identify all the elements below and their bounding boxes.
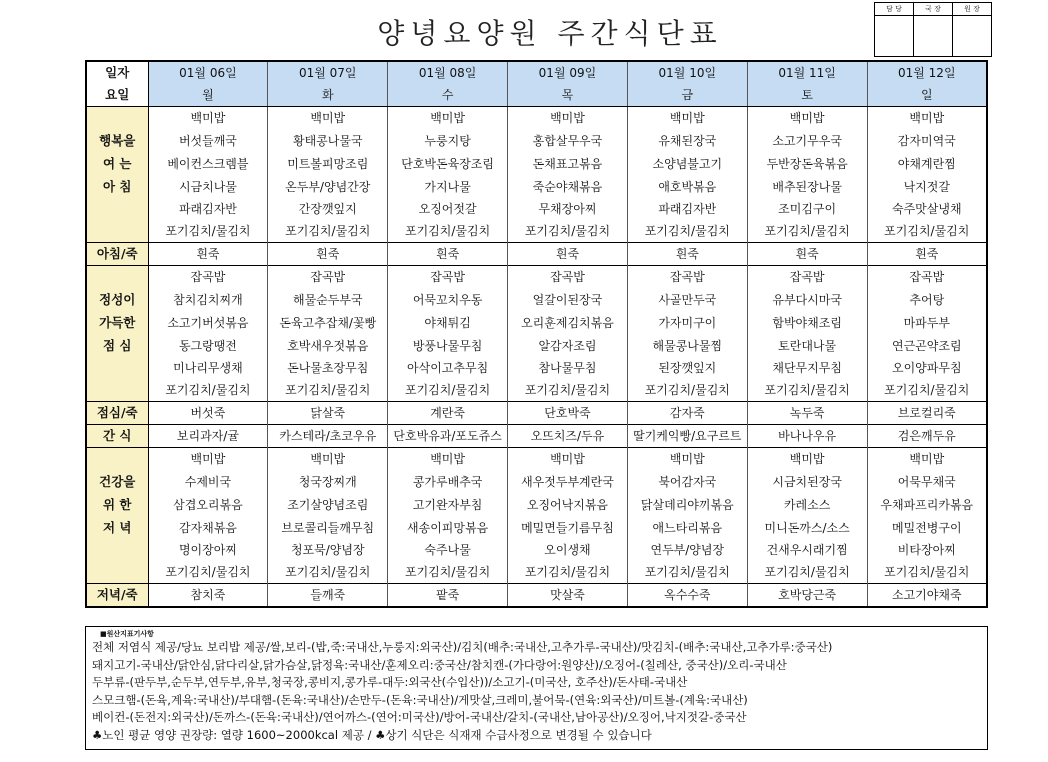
dinner-menu-item: 새우젓두부계란국: [508, 470, 628, 493]
breakfast-menu-item: 간장깻잎지: [268, 198, 388, 220]
dinner-label-blank: [86, 539, 148, 561]
snack-item: 단호박유과/포도쥬스: [388, 425, 508, 448]
breakfast-menu-item: 숙주맛살냉채: [867, 198, 987, 220]
dinner-menu-item: 연두부/양념장: [627, 539, 747, 561]
breakfast-porridge-item: 흰죽: [148, 243, 268, 266]
lunch-menu-item: 채단무지무침: [747, 357, 867, 379]
breakfast-porridge-item: 흰죽: [627, 243, 747, 266]
day-header: 금: [627, 84, 747, 107]
lunch-menu-item: 잡곡밥: [508, 266, 628, 289]
breakfast-menu-item: 누룽지탕: [388, 129, 508, 152]
lunch-label: 정성이: [86, 288, 148, 311]
approval-label: 국 장: [914, 3, 953, 16]
lunch-menu-item: 함박야채조림: [747, 311, 867, 334]
note-line: ♣노인 평균 영양 권장량: 열량 1600~2000kcal 제공 / ♣상기 식단은 식재재 수급사정으로 변경될 수 있습니다: [92, 727, 652, 742]
dinner-menu-item: 고기완자부침: [388, 493, 508, 516]
dinner-menu-item: 시금치된장국: [747, 470, 867, 493]
breakfast-menu-item: 포기김치/물김치: [867, 220, 987, 243]
lunch-menu-item: 잡곡밥: [747, 266, 867, 289]
date-header: 01월 10일: [627, 61, 747, 84]
lunch-menu-item: 돈육고추잡채/꽃빵: [268, 311, 388, 334]
lunch-menu-item: 포기김치/물김치: [148, 379, 268, 402]
breakfast-menu-item: 감자미역국: [867, 129, 987, 152]
lunch-menu-item: 포기김치/물김치: [747, 379, 867, 402]
breakfast-menu-item: 돈채표고볶음: [508, 152, 628, 175]
lunch-menu-item: 해물순두부국: [268, 288, 388, 311]
day-header: 수: [388, 84, 508, 107]
breakfast-menu-item: 백미밥: [388, 107, 508, 130]
dinner-menu-item: 백미밥: [268, 448, 388, 471]
breakfast-menu-item: 베이컨스크렘블: [148, 152, 268, 175]
breakfast-menu-item: 조미김구이: [747, 198, 867, 220]
date-header: 01월 09일: [508, 61, 628, 84]
dinner-menu-item: 포기김치/물김치: [627, 561, 747, 584]
lunch-menu-item: 어묵꼬치우동: [388, 288, 508, 311]
breakfast-porridge-item: 흰죽: [388, 243, 508, 266]
dinner-menu-item: 포기김치/물김치: [747, 561, 867, 584]
breakfast-menu-item: 황태콩나물국: [268, 129, 388, 152]
lunch-porridge-item: 단호박죽: [508, 402, 628, 425]
breakfast-menu-item: 야채계란찜: [867, 152, 987, 175]
day-header: 화: [268, 84, 388, 107]
breakfast-porridge-item: 흰죽: [747, 243, 867, 266]
lunch-label: 가득한: [86, 311, 148, 334]
breakfast-menu-item: 오징어젓갈: [388, 198, 508, 220]
snack-item: 바나나우유: [747, 425, 867, 448]
lunch-menu-item: 잡곡밥: [148, 266, 268, 289]
dinner-menu-item: 숙주나물: [388, 539, 508, 561]
breakfast-menu-item: 포기김치/물김치: [627, 220, 747, 243]
note-line: 돼지고기-국내산/닭안심,닭다리살,닭가슴살,닭정육:국내산/훈제오리:중국산/참치캔-(가다랑어:원양산)/오징어-(칠레산, 중국산)/오리-국내산: [92, 657, 787, 672]
dinner-menu-item: 메밀면들기름무침: [508, 516, 628, 539]
day-header: 목: [508, 84, 628, 107]
lunch-menu-item: 얼갈이된장국: [508, 288, 628, 311]
lunch-menu-item: 포기김치/물김치: [508, 379, 628, 402]
breakfast-label-blank: [86, 198, 148, 220]
snack-item: 딸기케익빵/요구르트: [627, 425, 747, 448]
breakfast-porridge-label: 아침/죽: [86, 243, 148, 266]
day-header: 일: [867, 84, 987, 107]
lunch-menu-item: 잡곡밥: [388, 266, 508, 289]
dinner-menu-item: 브로콜리들깨무침: [268, 516, 388, 539]
breakfast-label: 아 침: [86, 175, 148, 198]
lunch-menu-item: 유부다시마국: [747, 288, 867, 311]
breakfast-label-blank: [86, 220, 148, 243]
approval-sign-cell: [875, 16, 914, 57]
day-header: 토: [747, 84, 867, 107]
breakfast-menu-item: 소양념불고기: [627, 152, 747, 175]
dinner-porridge-item: 맛살죽: [508, 584, 628, 608]
snack-item: 보리과자/귤: [148, 425, 268, 448]
lunch-porridge-item: 닭살죽: [268, 402, 388, 425]
dinner-menu-item: 백미밥: [508, 448, 628, 471]
dinner-menu-item: 포기김치/물김치: [148, 561, 268, 584]
dinner-menu-item: 백미밥: [867, 448, 987, 471]
snack-item: 검은깨두유: [867, 425, 987, 448]
dinner-label: 건강을: [86, 470, 148, 493]
breakfast-menu-item: 백미밥: [508, 107, 628, 130]
dinner-menu-item: 어묵무채국: [867, 470, 987, 493]
lunch-menu-item: 잡곡밥: [867, 266, 987, 289]
dinner-menu-item: 포기김치/물김치: [508, 561, 628, 584]
note-line: 전체 저염식 제공/당뇨 보리밥 제공/쌀,보리-(밥,죽:국내산,누룽지:외국산)/김치(배추:국내산,고추가루-국내산)/맛김치-(배추:국내산,고추가루:중국산): [92, 640, 833, 654]
dinner-label-blank: [86, 561, 148, 584]
note-line: 베이컨-(돈전지:외국산)/돈까스-(돈육:국내산)/연어까스-(연어:미국산)/방어-국내산/갈치-(국내산,남아공산)/오징어,낙지젓갈-중국산: [92, 710, 747, 724]
dinner-porridge-label: 저녁/죽: [86, 584, 148, 608]
breakfast-menu-item: 백미밥: [268, 107, 388, 130]
breakfast-menu-item: 백미밥: [627, 107, 747, 130]
breakfast-menu-item: 포기김치/물김치: [148, 220, 268, 243]
breakfast-porridge-item: 흰죽: [508, 243, 628, 266]
page-title: 양녕요양원 주간식단표: [377, 17, 723, 50]
breakfast-menu-item: 버섯들깨국: [148, 129, 268, 152]
dinner-menu-item: 포기김치/물김치: [268, 561, 388, 584]
lunch-menu-item: 오리훈제김치볶음: [508, 311, 628, 334]
approval-box: [874, 2, 992, 57]
breakfast-menu-item: 포기김치/물김치: [388, 220, 508, 243]
approval-label: 원 장: [953, 3, 992, 16]
dinner-menu-item: 메밀전병구이: [867, 516, 987, 539]
dinner-porridge-item: 들깨죽: [268, 584, 388, 608]
lunch-menu-item: 포기김치/물김치: [627, 379, 747, 402]
date-header: 01월 11일: [747, 61, 867, 84]
breakfast-label: 행복을: [86, 129, 148, 152]
breakfast-menu-item: 홍합살무우국: [508, 129, 628, 152]
breakfast-menu-item: 유채된장국: [627, 129, 747, 152]
lunch-menu-item: 잡곡밥: [268, 266, 388, 289]
lunch-label-blank: [86, 266, 148, 289]
lunch-menu-item: 미나리무생채: [148, 357, 268, 379]
lunch-menu-item: 참치김치찌개: [148, 288, 268, 311]
dinner-menu-item: 포기김치/물김치: [388, 561, 508, 584]
lunch-porridge-item: 녹두죽: [747, 402, 867, 425]
breakfast-menu-item: 죽순야채볶음: [508, 175, 628, 198]
dinner-porridge-item: 옥수수죽: [627, 584, 747, 608]
approval-sign-cell: [953, 16, 992, 57]
breakfast-menu-item: 낙지젓갈: [867, 175, 987, 198]
dinner-menu-item: 우채파프리카볶음: [867, 493, 987, 516]
lunch-menu-item: 야채튀김: [388, 311, 508, 334]
notes-heading: ■원산지표기사항: [100, 630, 154, 638]
breakfast-porridge-item: 흰죽: [268, 243, 388, 266]
lunch-menu-item: 연근곤약조림: [867, 334, 987, 357]
dinner-label-blank: [86, 448, 148, 471]
lunch-menu-item: 마파두부: [867, 311, 987, 334]
dinner-menu-item: 포기김치/물김치: [867, 561, 987, 584]
breakfast-menu-item: 미트볼피망조림: [268, 152, 388, 175]
breakfast-menu-item: 파래김자반: [627, 198, 747, 220]
lunch-menu-item: 추어탕: [867, 288, 987, 311]
breakfast-menu-item: 시금치나물: [148, 175, 268, 198]
dinner-menu-item: 오이생채: [508, 539, 628, 561]
date-header-label: 일자: [86, 61, 148, 84]
day-header: 월: [148, 84, 268, 107]
lunch-menu-item: 참나물무침: [508, 357, 628, 379]
snack-item: 오뜨치즈/두유: [508, 425, 628, 448]
lunch-menu-item: 오이양파무침: [867, 357, 987, 379]
dinner-label: 저 녁: [86, 516, 148, 539]
dinner-menu-item: 명이장아찌: [148, 539, 268, 561]
lunch-menu-item: 포기김치/물김치: [268, 379, 388, 402]
lunch-label: 점 심: [86, 334, 148, 357]
breakfast-menu-item: 백미밥: [148, 107, 268, 130]
dinner-menu-item: 삼겹오리볶음: [148, 493, 268, 516]
lunch-menu-item: 된장깻잎지: [627, 357, 747, 379]
lunch-porridge-item: 계란죽: [388, 402, 508, 425]
lunch-menu-item: 포기김치/물김치: [388, 379, 508, 402]
breakfast-menu-item: 백미밥: [867, 107, 987, 130]
date-header: 01월 06일: [148, 61, 268, 84]
date-header: 01월 12일: [867, 61, 987, 84]
breakfast-label-blank: [86, 107, 148, 130]
lunch-menu-item: 돈나물초장무침: [268, 357, 388, 379]
dinner-porridge-item: 참치죽: [148, 584, 268, 608]
lunch-menu-item: 토란대나물: [747, 334, 867, 357]
lunch-menu-item: 가자미구이: [627, 311, 747, 334]
breakfast-menu-item: 백미밥: [747, 107, 867, 130]
breakfast-menu-item: 애호박볶음: [627, 175, 747, 198]
breakfast-menu-item: 소고기무우국: [747, 129, 867, 152]
note-line: 두부류-(판두부,순두부,연두부,유부,청국장,콩비지,콩가루-대두:외국산(수입산))/소고기-(미국산, 호주산)/돈사태-국내산: [92, 675, 688, 689]
dinner-menu-item: 미니돈까스/소스: [747, 516, 867, 539]
lunch-menu-item: 동그랑땡전: [148, 334, 268, 357]
snack-label: 간 식: [86, 425, 148, 448]
dinner-menu-item: 건새우시래기찜: [747, 539, 867, 561]
lunch-menu-item: 잡곡밥: [627, 266, 747, 289]
lunch-porridge-item: 브로컬리죽: [867, 402, 987, 425]
breakfast-label: 여 는: [86, 152, 148, 175]
snack-item: 카스테라/초코우유: [268, 425, 388, 448]
weekly-menu-table: [85, 60, 988, 608]
dinner-menu-item: 오징어낙지볶음: [508, 493, 628, 516]
breakfast-menu-item: 포기김치/물김치: [747, 220, 867, 243]
breakfast-menu-item: 배추된장나물: [747, 175, 867, 198]
lunch-menu-item: 소고기버섯볶음: [148, 311, 268, 334]
lunch-porridge-item: 감자죽: [627, 402, 747, 425]
note-line: 스모크햄-(돈육,계육:국내산)/부대햄-(돈육:국내산)/손만두-(돈육:국내산)/게맛살,크레미,불어묵-(연육:외국산)/미트볼-(계육:국내산): [92, 692, 748, 707]
dinner-menu-item: 청포묵/양념장: [268, 539, 388, 561]
dinner-menu-item: 수제비국: [148, 470, 268, 493]
breakfast-menu-item: 가지나물: [388, 175, 508, 198]
dinner-menu-item: 백미밥: [388, 448, 508, 471]
breakfast-menu-item: 무채장아찌: [508, 198, 628, 220]
dinner-menu-item: 카레소스: [747, 493, 867, 516]
dinner-menu-item: 백미밥: [627, 448, 747, 471]
dinner-menu-item: 콩가루배추국: [388, 470, 508, 493]
dinner-menu-item: 닭살데리야끼볶음: [627, 493, 747, 516]
dinner-label: 위 한: [86, 493, 148, 516]
lunch-menu-item: 아삭이고추무침: [388, 357, 508, 379]
breakfast-menu-item: 온두부/양념간장: [268, 175, 388, 198]
dinner-menu-item: 조기살양념조림: [268, 493, 388, 516]
date-header: 01월 07일: [268, 61, 388, 84]
approval-label: 담 당: [875, 3, 914, 16]
lunch-menu-item: 사골만두국: [627, 288, 747, 311]
breakfast-menu-item: 두반장돈육볶음: [747, 152, 867, 175]
breakfast-menu-item: 파래김자반: [148, 198, 268, 220]
dinner-menu-item: 새송이피망볶음: [388, 516, 508, 539]
dinner-menu-item: 비타장아찌: [867, 539, 987, 561]
lunch-porridge-item: 버섯죽: [148, 402, 268, 425]
dinner-menu-item: 백미밥: [148, 448, 268, 471]
date-header: 01월 08일: [388, 61, 508, 84]
lunch-label-blank: [86, 357, 148, 379]
approval-sign-cell: [914, 16, 953, 57]
breakfast-porridge-item: 흰죽: [867, 243, 987, 266]
lunch-menu-item: 방풍나물무침: [388, 334, 508, 357]
lunch-menu-item: 호박새우젓볶음: [268, 334, 388, 357]
lunch-menu-item: 해물콩나물찜: [627, 334, 747, 357]
lunch-label-blank: [86, 379, 148, 402]
dinner-porridge-item: 호박당근죽: [747, 584, 867, 608]
dinner-menu-item: 감자채볶음: [148, 516, 268, 539]
dinner-porridge-item: 소고기야채죽: [867, 584, 987, 608]
lunch-porridge-label: 점심/죽: [86, 402, 148, 425]
lunch-menu-item: 포기김치/물김치: [867, 379, 987, 402]
dinner-menu-item: 애느타리볶음: [627, 516, 747, 539]
lunch-menu-item: 알감자조림: [508, 334, 628, 357]
origin-notes: [85, 626, 988, 750]
day-header-label: 요일: [86, 84, 148, 107]
dinner-menu-item: 청국장찌개: [268, 470, 388, 493]
breakfast-menu-item: 단호박돈육장조림: [388, 152, 508, 175]
dinner-menu-item: 북어감자국: [627, 470, 747, 493]
dinner-porridge-item: 팥죽: [388, 584, 508, 608]
dinner-menu-item: 백미밥: [747, 448, 867, 471]
breakfast-menu-item: 포기김치/물김치: [268, 220, 388, 243]
breakfast-menu-item: 포기김치/물김치: [508, 220, 628, 243]
